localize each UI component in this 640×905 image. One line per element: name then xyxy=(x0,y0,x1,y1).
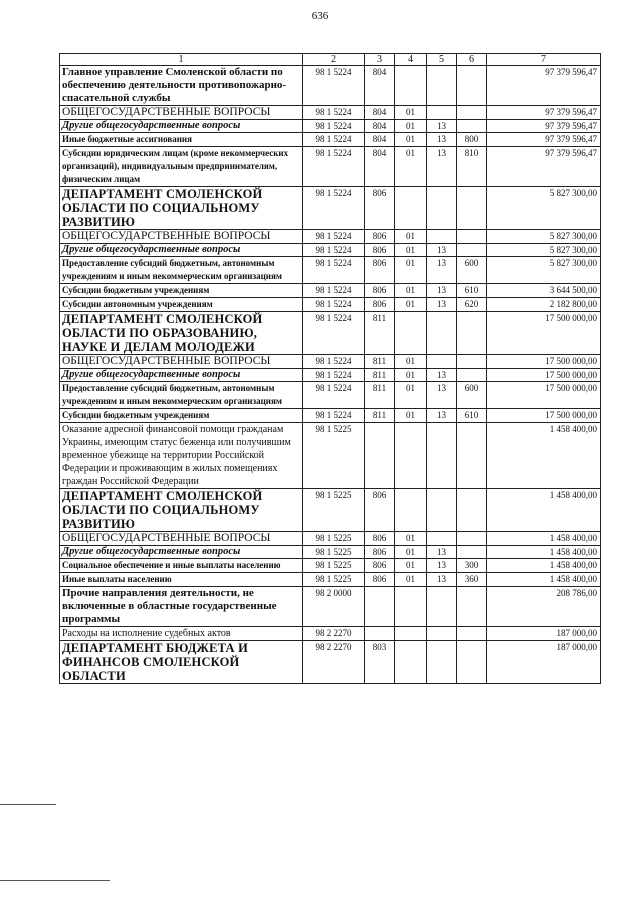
row-name-cell: Предоставление субсидий бюджетным, автономным учреждениям и иным некоммерческим организациям xyxy=(60,382,303,409)
amount-cell: 97 379 596,47 xyxy=(487,106,601,120)
page-number: 636 xyxy=(311,10,329,22)
section-cell: 01 xyxy=(395,244,427,257)
ministry-code-cell: 806 xyxy=(365,559,395,573)
table-row xyxy=(60,489,601,532)
amount-cell: 97 379 596,47 xyxy=(487,133,601,147)
target-article-cell: 98 1 5224 xyxy=(303,257,365,284)
target-article-cell: 98 1 5224 xyxy=(303,382,365,409)
target-article-cell: 98 1 5224 xyxy=(303,147,365,187)
section-cell: 01 xyxy=(395,230,427,244)
ministry-code-cell xyxy=(365,587,395,627)
amount-cell: 1 458 400,00 xyxy=(487,532,601,546)
column-header: 7 xyxy=(487,54,601,66)
target-article-cell: 98 1 5225 xyxy=(303,573,365,587)
table-row xyxy=(60,382,601,409)
row-name-cell: Другие общегосударственные вопросы xyxy=(60,120,303,133)
amount-cell: 5 827 300,00 xyxy=(487,244,601,257)
row-name-cell: Оказание адресной финансовой помощи гражданам Украины, имеющим статус беженца или получившим временное убежище на территории Российской Федерации и проживающим в жилых помещениях граждан Российской Федерации xyxy=(60,423,303,489)
expense-type-cell: 800 xyxy=(457,133,487,147)
target-article-cell: 98 1 5224 xyxy=(303,120,365,133)
section-cell: 01 xyxy=(395,559,427,573)
subsection-cell xyxy=(427,355,457,369)
expense-type-cell xyxy=(457,244,487,257)
section-cell: 01 xyxy=(395,355,427,369)
section-cell: 01 xyxy=(395,298,427,312)
row-name-cell: ОБЩЕГОСУДАРСТВЕННЫЕ ВОПРОСЫ xyxy=(60,106,303,120)
column-header: 6 xyxy=(457,54,487,66)
column-header: 4 xyxy=(395,54,427,66)
expense-type-cell xyxy=(457,312,487,355)
scan-artifact-line xyxy=(0,804,56,805)
table-row xyxy=(60,147,601,187)
amount-cell: 5 827 300,00 xyxy=(487,257,601,284)
subsection-cell xyxy=(427,532,457,546)
column-header: 1 xyxy=(60,54,303,66)
target-article-cell: 98 1 5224 xyxy=(303,66,365,106)
expense-type-cell: 300 xyxy=(457,559,487,573)
amount-cell: 97 379 596,47 xyxy=(487,66,601,106)
subsection-cell: 13 xyxy=(427,147,457,187)
table-row xyxy=(60,587,601,627)
amount-cell: 97 379 596,47 xyxy=(487,147,601,187)
column-header: 3 xyxy=(365,54,395,66)
table-row xyxy=(60,546,601,559)
expense-type-cell xyxy=(457,120,487,133)
table-row xyxy=(60,409,601,423)
target-article-cell: 98 1 5225 xyxy=(303,546,365,559)
subsection-cell: 13 xyxy=(427,257,457,284)
table-row xyxy=(60,106,601,120)
subsection-cell: 13 xyxy=(427,284,457,298)
row-name-cell: Другие общегосударственные вопросы xyxy=(60,244,303,257)
section-cell xyxy=(395,423,427,489)
amount-cell: 187 000,00 xyxy=(487,627,601,641)
amount-cell: 17 500 000,00 xyxy=(487,312,601,355)
ministry-code-cell: 804 xyxy=(365,133,395,147)
expense-type-cell xyxy=(457,230,487,244)
ministry-code-cell: 806 xyxy=(365,244,395,257)
column-header: 2 xyxy=(303,54,365,66)
row-name-cell: ДЕПАРТАМЕНТ СМОЛЕНСКОЙ ОБЛАСТИ ПО СОЦИАЛЬНОМУ РАЗВИТИЮ xyxy=(60,187,303,230)
expense-type-cell xyxy=(457,627,487,641)
subsection-cell xyxy=(427,489,457,532)
ministry-code-cell: 811 xyxy=(365,382,395,409)
expense-type-cell: 610 xyxy=(457,284,487,298)
section-cell xyxy=(395,66,427,106)
expense-type-cell: 610 xyxy=(457,409,487,423)
row-name-cell: Субсидии бюджетным учреждениям xyxy=(60,284,303,298)
row-name-cell: ДЕПАРТАМЕНТ СМОЛЕНСКОЙ ОБЛАСТИ ПО ОБРАЗОВАНИЮ, НАУКЕ И ДЕЛАМ МОЛОДЕЖИ xyxy=(60,312,303,355)
table-row xyxy=(60,355,601,369)
target-article-cell: 98 1 5225 xyxy=(303,559,365,573)
section-cell: 01 xyxy=(395,382,427,409)
section-cell: 01 xyxy=(395,409,427,423)
expense-type-cell xyxy=(457,187,487,230)
subsection-cell: 13 xyxy=(427,559,457,573)
amount-cell: 187 000,00 xyxy=(487,641,601,684)
target-article-cell: 98 1 5224 xyxy=(303,312,365,355)
subsection-cell: 13 xyxy=(427,369,457,382)
amount-cell: 3 644 500,00 xyxy=(487,284,601,298)
section-cell: 01 xyxy=(395,106,427,120)
section-cell xyxy=(395,187,427,230)
target-article-cell: 98 1 5224 xyxy=(303,298,365,312)
row-name-cell: ДЕПАРТАМЕНТ СМОЛЕНСКОЙ ОБЛАСТИ ПО СОЦИАЛЬНОМУ РАЗВИТИЮ xyxy=(60,489,303,532)
amount-cell: 1 458 400,00 xyxy=(487,573,601,587)
column-header: 5 xyxy=(427,54,457,66)
ministry-code-cell: 806 xyxy=(365,532,395,546)
target-article-cell: 98 2 2270 xyxy=(303,641,365,684)
row-name-cell: Субсидии автономным учреждениям xyxy=(60,298,303,312)
row-name-cell: ОБЩЕГОСУДАРСТВЕННЫЕ ВОПРОСЫ xyxy=(60,230,303,244)
expense-type-cell: 600 xyxy=(457,257,487,284)
expense-type-cell: 810 xyxy=(457,147,487,187)
expense-type-cell xyxy=(457,489,487,532)
amount-cell: 2 182 800,00 xyxy=(487,298,601,312)
subsection-cell xyxy=(427,312,457,355)
section-cell xyxy=(395,489,427,532)
subsection-cell xyxy=(427,66,457,106)
subsection-cell: 13 xyxy=(427,382,457,409)
table-row xyxy=(60,627,601,641)
ministry-code-cell: 806 xyxy=(365,284,395,298)
table-row xyxy=(60,244,601,257)
target-article-cell: 98 1 5224 xyxy=(303,409,365,423)
row-name-cell: Субсидии бюджетным учреждениям xyxy=(60,409,303,423)
ministry-code-cell: 806 xyxy=(365,298,395,312)
ministry-code-cell: 804 xyxy=(365,120,395,133)
section-cell: 01 xyxy=(395,284,427,298)
expense-type-cell xyxy=(457,355,487,369)
amount-cell: 1 458 400,00 xyxy=(487,546,601,559)
table-row xyxy=(60,559,601,573)
amount-cell: 97 379 596,47 xyxy=(487,120,601,133)
subsection-cell xyxy=(427,641,457,684)
amount-cell: 17 500 000,00 xyxy=(487,409,601,423)
section-cell: 01 xyxy=(395,133,427,147)
subsection-cell: 13 xyxy=(427,133,457,147)
table-row xyxy=(60,257,601,284)
subsection-cell: 13 xyxy=(427,244,457,257)
target-article-cell: 98 1 5225 xyxy=(303,423,365,489)
budget-table xyxy=(59,53,601,684)
ministry-code-cell: 806 xyxy=(365,573,395,587)
row-name-cell: ОБЩЕГОСУДАРСТВЕННЫЕ ВОПРОСЫ xyxy=(60,532,303,546)
ministry-code-cell: 811 xyxy=(365,312,395,355)
row-name-cell: Другие общегосударственные вопросы xyxy=(60,369,303,382)
table-row xyxy=(60,133,601,147)
section-cell: 01 xyxy=(395,532,427,546)
ministry-code-cell xyxy=(365,423,395,489)
table-row xyxy=(60,641,601,684)
subsection-cell xyxy=(427,587,457,627)
target-article-cell: 98 1 5224 xyxy=(303,230,365,244)
expense-type-cell: 360 xyxy=(457,573,487,587)
amount-cell: 17 500 000,00 xyxy=(487,369,601,382)
ministry-code-cell: 804 xyxy=(365,106,395,120)
section-cell: 01 xyxy=(395,573,427,587)
amount-cell: 1 458 400,00 xyxy=(487,559,601,573)
target-article-cell: 98 1 5224 xyxy=(303,244,365,257)
expense-type-cell xyxy=(457,106,487,120)
target-article-cell: 98 2 2270 xyxy=(303,627,365,641)
section-cell xyxy=(395,312,427,355)
row-name-cell: ДЕПАРТАМЕНТ БЮДЖЕТА И ФИНАНСОВ СМОЛЕНСКОЙ ОБЛАСТИ xyxy=(60,641,303,684)
target-article-cell: 98 1 5225 xyxy=(303,489,365,532)
subsection-cell xyxy=(427,187,457,230)
target-article-cell: 98 1 5224 xyxy=(303,106,365,120)
amount-cell: 5 827 300,00 xyxy=(487,230,601,244)
table-row xyxy=(60,573,601,587)
subsection-cell: 13 xyxy=(427,546,457,559)
target-article-cell: 98 1 5224 xyxy=(303,369,365,382)
amount-cell: 5 827 300,00 xyxy=(487,187,601,230)
table-row xyxy=(60,298,601,312)
table-row xyxy=(60,230,601,244)
expense-type-cell xyxy=(457,369,487,382)
subsection-cell xyxy=(427,230,457,244)
target-article-cell: 98 1 5224 xyxy=(303,355,365,369)
section-cell: 01 xyxy=(395,369,427,382)
table-row xyxy=(60,369,601,382)
expense-type-cell xyxy=(457,66,487,106)
section-cell: 01 xyxy=(395,546,427,559)
table-row xyxy=(60,66,601,106)
row-name-cell: Другие общегосударственные вопросы xyxy=(60,546,303,559)
ministry-code-cell xyxy=(365,627,395,641)
row-name-cell: Расходы на исполнение судебных актов xyxy=(60,627,303,641)
row-name-cell: Предоставление субсидий бюджетным, автономным учреждениям и иным некоммерческим организациям xyxy=(60,257,303,284)
ministry-code-cell: 806 xyxy=(365,489,395,532)
target-article-cell: 98 2 0000 xyxy=(303,587,365,627)
target-article-cell: 98 1 5224 xyxy=(303,133,365,147)
row-name-cell: ОБЩЕГОСУДАРСТВЕННЫЕ ВОПРОСЫ xyxy=(60,355,303,369)
subsection-cell: 13 xyxy=(427,120,457,133)
table-row xyxy=(60,312,601,355)
row-name-cell: Иные выплаты населению xyxy=(60,573,303,587)
amount-cell: 17 500 000,00 xyxy=(487,355,601,369)
subsection-cell xyxy=(427,423,457,489)
row-name-cell: Прочие направления деятельности, не включенные в областные государственные программы xyxy=(60,587,303,627)
table-row xyxy=(60,284,601,298)
ministry-code-cell: 803 xyxy=(365,641,395,684)
section-cell: 01 xyxy=(395,147,427,187)
expense-type-cell xyxy=(457,546,487,559)
section-cell: 01 xyxy=(395,257,427,284)
expense-type-cell xyxy=(457,532,487,546)
subsection-cell: 13 xyxy=(427,409,457,423)
table-row xyxy=(60,532,601,546)
ministry-code-cell: 806 xyxy=(365,546,395,559)
ministry-code-cell: 811 xyxy=(365,355,395,369)
ministry-code-cell: 806 xyxy=(365,230,395,244)
ministry-code-cell: 804 xyxy=(365,147,395,187)
expense-type-cell xyxy=(457,641,487,684)
target-article-cell: 98 1 5224 xyxy=(303,187,365,230)
ministry-code-cell: 804 xyxy=(365,66,395,106)
expense-type-cell xyxy=(457,587,487,627)
row-name-cell: Иные бюджетные ассигнования xyxy=(60,133,303,147)
ministry-code-cell: 811 xyxy=(365,369,395,382)
table-row xyxy=(60,120,601,133)
scan-artifact-line xyxy=(0,880,110,881)
target-article-cell: 98 1 5224 xyxy=(303,284,365,298)
section-cell xyxy=(395,627,427,641)
ministry-code-cell: 806 xyxy=(365,257,395,284)
table-row xyxy=(60,423,601,489)
ministry-code-cell: 806 xyxy=(365,187,395,230)
expense-type-cell xyxy=(457,423,487,489)
subsection-cell xyxy=(427,106,457,120)
row-name-cell: Социальное обеспечение и иные выплаты населению xyxy=(60,559,303,573)
subsection-cell: 13 xyxy=(427,573,457,587)
amount-cell: 17 500 000,00 xyxy=(487,382,601,409)
section-cell xyxy=(395,587,427,627)
subsection-cell xyxy=(427,627,457,641)
amount-cell: 1 458 400,00 xyxy=(487,423,601,489)
section-cell: 01 xyxy=(395,120,427,133)
subsection-cell: 13 xyxy=(427,298,457,312)
row-name-cell: Главное управление Смоленской области по обеспечению деятельности противопожарно-спасательной службы xyxy=(60,66,303,106)
ministry-code-cell: 811 xyxy=(365,409,395,423)
amount-cell: 208 786,00 xyxy=(487,587,601,627)
expense-type-cell: 620 xyxy=(457,298,487,312)
amount-cell: 1 458 400,00 xyxy=(487,489,601,532)
table-header-row xyxy=(60,54,601,66)
section-cell xyxy=(395,641,427,684)
table-row xyxy=(60,187,601,230)
target-article-cell: 98 1 5225 xyxy=(303,532,365,546)
expense-type-cell: 600 xyxy=(457,382,487,409)
row-name-cell: Субсидии юридическим лицам (кроме некоммерческих организаций), индивидуальным предпринимателям, физическим лицам xyxy=(60,147,303,187)
